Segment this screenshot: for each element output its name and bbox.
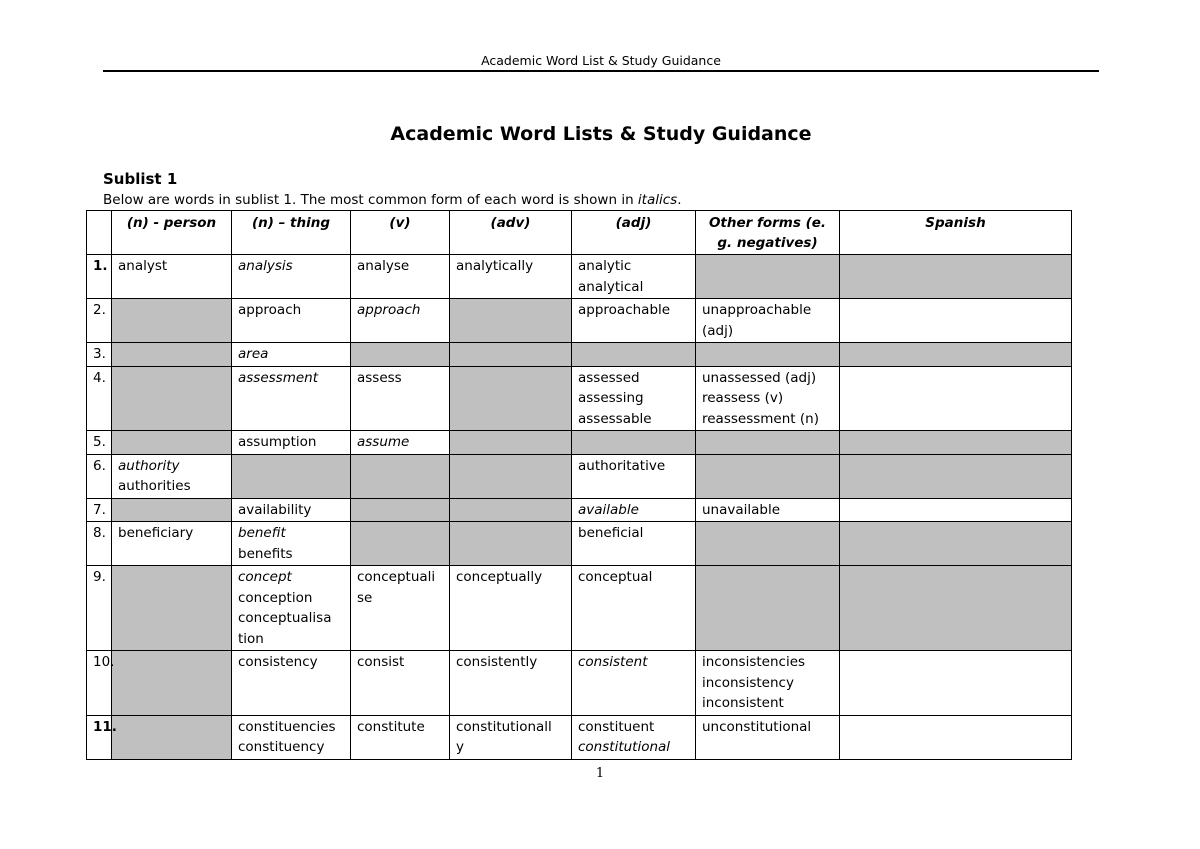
word-form: (adj) <box>702 322 734 339</box>
word-form: inconsistent <box>702 695 784 711</box>
word-form: approach <box>357 302 421 318</box>
word-form: tion <box>238 630 264 647</box>
cell-verb <box>351 651 450 716</box>
word-form: assessment <box>238 369 319 386</box>
word-form: analytic <box>578 258 632 274</box>
word-form: consistency <box>238 654 318 670</box>
cell-other-forms <box>696 566 840 651</box>
word-form: constituent <box>578 718 655 735</box>
word-form: authority <box>118 457 180 474</box>
word-form: analytically <box>456 258 534 274</box>
word-form: available <box>578 501 639 518</box>
word-form: benefit <box>238 525 286 541</box>
word-form: constituencies <box>238 718 336 735</box>
row-number: 8. <box>87 522 112 566</box>
word-form: consistently <box>456 654 538 670</box>
row-number: 5. <box>87 431 112 455</box>
table-row <box>87 715 1072 759</box>
column-header-adjective: (adj) <box>572 211 696 255</box>
word-form: assessing <box>578 390 644 406</box>
row-number: 11. <box>87 715 112 759</box>
column-header-number <box>87 211 112 255</box>
cell-verb <box>351 522 450 566</box>
table-row <box>87 343 1072 367</box>
word-form: constitutional <box>578 739 671 755</box>
cell-adverb <box>450 366 572 431</box>
word-form: analytical <box>578 278 644 295</box>
cell-adverb <box>450 431 572 455</box>
word-form: inconsistencies <box>702 654 806 670</box>
sublist-intro <box>103 192 682 208</box>
table-row <box>87 566 1072 651</box>
word-form: assessable <box>578 410 652 427</box>
word-form: concept <box>238 569 292 585</box>
table-row <box>87 431 1072 455</box>
cell-adjective <box>572 255 696 299</box>
cell-other-forms <box>696 431 840 455</box>
cell-thing <box>232 255 351 299</box>
word-form: conception <box>238 589 313 606</box>
word-form: area <box>238 346 269 362</box>
cell-person <box>112 299 232 343</box>
table-row <box>87 255 1072 299</box>
word-form: availability <box>238 501 312 518</box>
row-number: 2. <box>87 299 112 343</box>
word-form: constitute <box>357 718 425 735</box>
intro-italic-word: italics <box>637 192 678 208</box>
word-form: assumption <box>238 434 317 450</box>
cell-spanish <box>840 299 1072 343</box>
word-form: consist <box>357 654 405 670</box>
cell-spanish <box>840 366 1072 431</box>
word-form: authoritative <box>578 457 666 474</box>
cell-person <box>112 366 232 431</box>
cell-adjective <box>572 431 696 455</box>
cell-thing <box>232 498 351 522</box>
cell-adverb <box>450 651 572 716</box>
cell-verb <box>351 343 450 367</box>
cell-thing <box>232 522 351 566</box>
word-form: constituency <box>238 739 325 755</box>
cell-adverb <box>450 522 572 566</box>
cell-thing <box>232 366 351 431</box>
word-form: beneficial <box>578 525 644 541</box>
cell-adverb <box>450 255 572 299</box>
cell-adjective <box>572 343 696 367</box>
row-number: 9. <box>87 566 112 651</box>
word-form: reassess (v) <box>702 390 784 406</box>
cell-other-forms <box>696 715 840 759</box>
cell-other-forms <box>696 651 840 716</box>
cell-verb <box>351 715 450 759</box>
cell-verb <box>351 431 450 455</box>
cell-other-forms <box>696 366 840 431</box>
cell-person <box>112 255 232 299</box>
word-form: analyst <box>118 258 168 274</box>
word-form: consistent <box>578 654 648 670</box>
cell-thing <box>232 343 351 367</box>
cell-adjective <box>572 566 696 651</box>
word-form: assess <box>357 369 402 386</box>
table-row <box>87 299 1072 343</box>
cell-thing <box>232 651 351 716</box>
word-form: constitutionall <box>456 718 552 735</box>
word-form: unassessed (adj) <box>702 369 817 386</box>
cell-spanish <box>840 566 1072 651</box>
page-number: 1 <box>595 766 605 781</box>
cell-spanish <box>840 431 1072 455</box>
cell-adverb <box>450 343 572 367</box>
word-form: assessed <box>578 369 640 386</box>
word-form: authorities <box>118 478 191 494</box>
cell-person <box>112 715 232 759</box>
cell-other-forms <box>696 522 840 566</box>
table-header-row <box>87 211 1072 255</box>
cell-adverb <box>450 715 572 759</box>
row-number: 6. <box>87 454 112 498</box>
word-form: inconsistency <box>702 674 794 691</box>
row-number: 1. <box>87 255 112 299</box>
row-number: 10. <box>87 651 112 716</box>
column-header-adverb: (adv) <box>450 211 572 255</box>
word-form: reassessment (n) <box>702 410 819 427</box>
row-number: 4. <box>87 366 112 431</box>
column-header-person: (n) - person <box>112 211 232 255</box>
cell-verb <box>351 454 450 498</box>
cell-adverb <box>450 566 572 651</box>
table-row <box>87 454 1072 498</box>
intro-period: . <box>677 192 682 208</box>
cell-spanish <box>840 651 1072 716</box>
word-form: unapproachable <box>702 302 812 318</box>
table-row <box>87 522 1072 566</box>
cell-thing <box>232 454 351 498</box>
cell-spanish <box>840 255 1072 299</box>
cell-other-forms <box>696 498 840 522</box>
cell-person <box>112 566 232 651</box>
cell-verb <box>351 498 450 522</box>
cell-adjective <box>572 498 696 522</box>
cell-other-forms <box>696 299 840 343</box>
cell-thing <box>232 566 351 651</box>
cell-spanish <box>840 498 1072 522</box>
row-number: 7. <box>87 498 112 522</box>
word-form: conceptual <box>578 569 653 585</box>
row-number: 3. <box>87 343 112 367</box>
column-header-verb: (v) <box>351 211 450 255</box>
word-form: benefits <box>238 545 293 562</box>
cell-person <box>112 431 232 455</box>
word-form: analyse <box>357 258 410 274</box>
header-rule <box>103 70 1099 72</box>
cell-spanish <box>840 522 1072 566</box>
cell-adjective <box>572 715 696 759</box>
table-row <box>87 498 1072 522</box>
cell-spanish <box>840 343 1072 367</box>
word-form: approachable <box>578 302 671 318</box>
word-form: se <box>357 589 373 606</box>
column-header-other-forms: Other forms (e.g. negatives) <box>696 211 840 255</box>
word-form: analysis <box>238 258 293 274</box>
word-form: conceptuali <box>357 569 436 585</box>
word-form: approach <box>238 302 302 318</box>
cell-verb <box>351 299 450 343</box>
cell-adverb <box>450 498 572 522</box>
cell-other-forms <box>696 343 840 367</box>
intro-text: Below are words in sublist 1. The most common form of each word is shown in <box>103 192 638 208</box>
word-forms-table <box>86 210 1072 760</box>
cell-adjective <box>572 454 696 498</box>
cell-adjective <box>572 366 696 431</box>
running-header: Academic Word List & Study Guidance <box>481 53 721 68</box>
word-form: beneficiary <box>118 525 194 541</box>
cell-thing <box>232 431 351 455</box>
word-form: conceptualisa <box>238 610 332 626</box>
cell-other-forms <box>696 454 840 498</box>
cell-thing <box>232 299 351 343</box>
document-title: Academic Word Lists & Study Guidance <box>390 123 812 145</box>
cell-verb <box>351 566 450 651</box>
column-header-thing: (n) – thing <box>232 211 351 255</box>
cell-verb <box>351 255 450 299</box>
cell-spanish <box>840 715 1072 759</box>
cell-verb <box>351 366 450 431</box>
word-form: conceptually <box>456 569 543 585</box>
cell-adjective <box>572 522 696 566</box>
sublist-heading: Sublist 1 <box>103 170 178 188</box>
cell-other-forms <box>696 255 840 299</box>
cell-adverb <box>450 454 572 498</box>
cell-adverb <box>450 299 572 343</box>
cell-person <box>112 651 232 716</box>
word-form: assume <box>357 434 410 450</box>
table-row <box>87 651 1072 716</box>
word-form: y <box>456 739 464 755</box>
cell-person <box>112 498 232 522</box>
cell-adjective <box>572 651 696 716</box>
cell-person <box>112 454 232 498</box>
table-row <box>87 366 1072 431</box>
cell-thing <box>232 715 351 759</box>
cell-person <box>112 522 232 566</box>
column-header-spanish: Spanish <box>840 211 1072 255</box>
word-form: unconstitutional <box>702 718 812 735</box>
cell-adjective <box>572 299 696 343</box>
cell-spanish <box>840 454 1072 498</box>
word-form: unavailable <box>702 501 781 518</box>
cell-person <box>112 343 232 367</box>
